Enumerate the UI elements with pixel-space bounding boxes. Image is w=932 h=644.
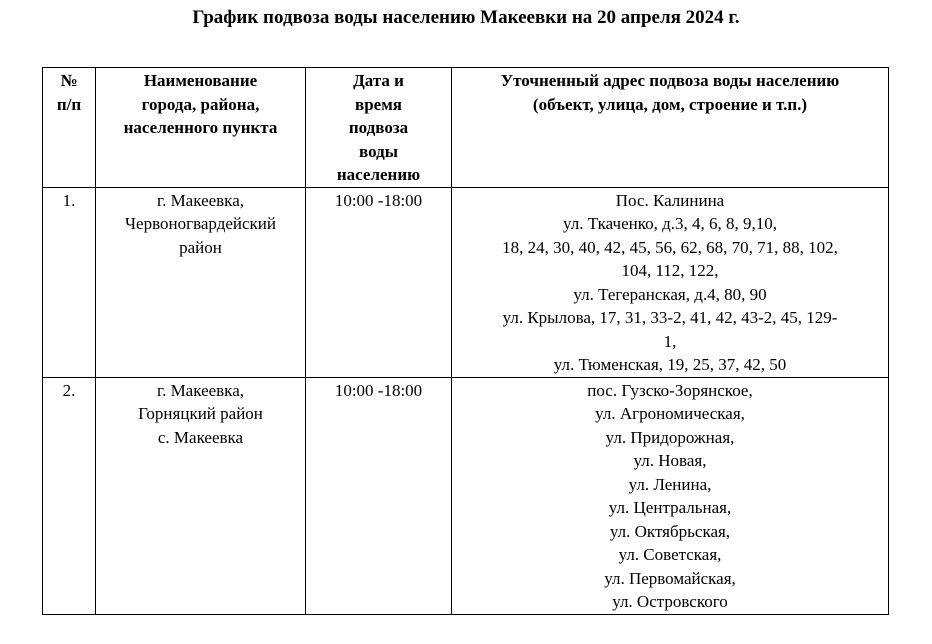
header-line: (объект, улица, дом, строение и т.п.) xyxy=(532,94,808,114)
header-line: воды xyxy=(359,141,398,161)
table-header-row xyxy=(43,68,889,188)
row-location xyxy=(96,377,306,614)
location-line: с. Макеевка xyxy=(157,427,244,447)
address-line: ул. Придорожная, xyxy=(605,427,735,447)
address-line: ул. Ленина, xyxy=(628,474,712,494)
header-line: Наименование xyxy=(143,71,258,90)
header-line: подвоза xyxy=(348,118,409,137)
row-number: 1. xyxy=(43,187,96,377)
address-line: 18, 24, 30, 40, 42, 45, 56, 62, 68, 70, 71, 88, 102, xyxy=(502,237,838,257)
table-row xyxy=(43,187,889,377)
location-line: г. Макеевка, xyxy=(157,380,244,400)
address-line: ул. Новая, xyxy=(633,451,707,470)
row-time: 10:00 -18:00 xyxy=(306,187,452,377)
row-location xyxy=(96,187,306,377)
header-line: населенного пункта xyxy=(123,118,278,137)
address-line: пос. Гузско-Зорянское, xyxy=(587,380,753,400)
address-line: ул. Агрономическая, xyxy=(595,404,745,423)
header-address xyxy=(452,68,889,188)
header-line: п/п xyxy=(56,94,82,114)
address-line: ул. Ткаченко, д.3, 4, 6, 8, 9,10, xyxy=(562,214,778,233)
address-line: ул. Октябрьская, xyxy=(609,521,731,541)
location-line: Червоногвардейский xyxy=(125,214,276,233)
row-time: 10:00 -18:00 xyxy=(306,377,452,614)
header-number xyxy=(43,68,96,188)
address-line: Пос. Калинина xyxy=(615,190,725,210)
page-title: График подвоза воды населению Макеевки на 20 апреля 2024 г. xyxy=(192,7,740,28)
header-location xyxy=(96,68,306,188)
row-address xyxy=(452,377,889,614)
header-line: время xyxy=(355,94,402,114)
row-address xyxy=(452,187,889,377)
location-line: г. Макеевка, xyxy=(157,190,244,210)
header-datetime xyxy=(306,68,452,188)
table-row xyxy=(43,377,889,614)
address-line: ул. Тегеранская, д.4, 80, 90 xyxy=(573,284,767,304)
address-line: ул. Центральная, xyxy=(608,498,732,517)
row-number: 2. xyxy=(43,377,96,614)
header-line: Уточненный адрес подвоза воды населению xyxy=(500,71,840,90)
address-line: 104, 112, 122, xyxy=(621,261,719,280)
address-line: ул. Первомайская, xyxy=(604,568,736,588)
address-line: ул. Островского xyxy=(612,592,728,611)
location-line: район xyxy=(179,237,222,257)
location-line: Горняцкий район xyxy=(138,404,263,423)
header-line: № xyxy=(60,71,78,90)
address-line: ул. Тюменская, 19, 25, 37, 42, 50 xyxy=(553,355,787,374)
header-line: города, района, xyxy=(141,94,260,114)
header-line: населению xyxy=(336,165,421,184)
address-line: ул. Крылова, 17, 31, 33-2, 41, 42, 43-2, 45, 129- xyxy=(502,308,838,327)
address-line: ул. Советская, xyxy=(618,545,722,564)
address-line: 1, xyxy=(663,331,677,351)
water-schedule-table xyxy=(42,67,889,615)
header-line: Дата и xyxy=(353,71,404,90)
